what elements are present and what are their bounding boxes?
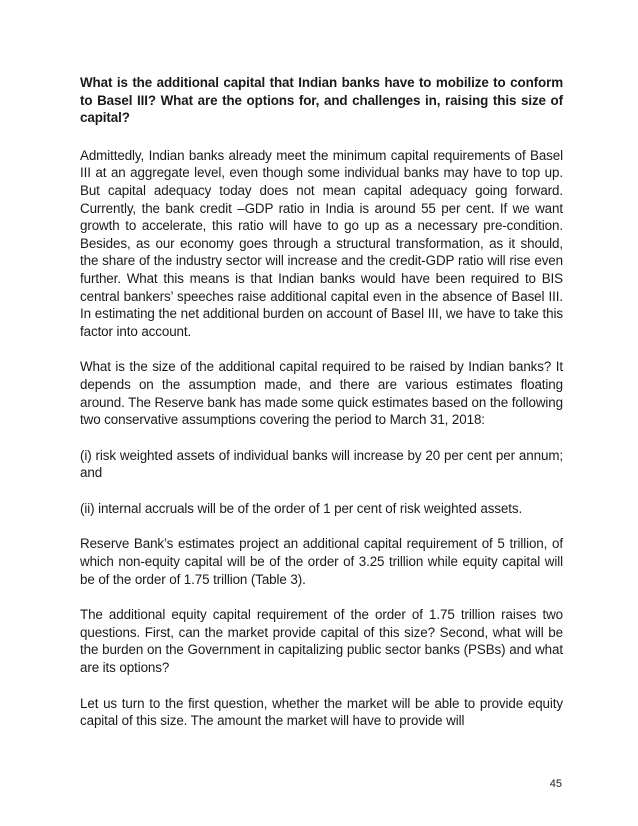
document-body bbox=[80, 74, 563, 748]
paragraph-size-of-capital: What is the size of the additional capital required to be raised by Indian banks? It depends on the assumption made, and there are various estimates floating around. The Reserve bank has made some quick estimates based on the following two conservative assumptions covering the period to March 31, 2018: bbox=[80, 359, 563, 428]
paragraph-two-questions: The additional equity capital requirement of the order of 1.75 trillion raises two questions. First, can the market provide capital of this size? Second, what will be the burden on the Government in capitalizing public sector banks (PSBs) and what are its options? bbox=[80, 607, 563, 676]
page-number: 45 bbox=[549, 778, 562, 790]
question-heading: What is the additional capital that Indian banks have to mobilize to conform to Basel III? What are the options for, and challenges in, raising this size of capital? bbox=[80, 75, 563, 126]
paragraph-estimates: Reserve Bank’s estimates project an additional capital requirement of 5 trillion, of which non-equity capital will be of the order of 3.25 trillion while equity capital will be of the order of 1.75 trillion (Table 3). bbox=[80, 536, 563, 587]
paragraph-first-question: Let us turn to the first question, whether the market will be able to provide equity capital of this size. The amount the market will have to provide will bbox=[80, 695, 563, 729]
paragraph-capital-adequacy: Admittedly, Indian banks already meet the minimum capital requirements of Basel III at an aggregate level, even though some individual banks may have to top up. But capital adequacy today does not mean capital adequacy going forward. Currently, the bank credit –GDP ratio in India is around 55 per cent. If we want growth to accelerate, this ratio will have to go up as a necessary pre-condition. Besides, as our economy goes through a structural transformation, as it should, the share of the industry sector will increase and the credit-GDP ratio will rise even further. What this means is that Indian banks would have been required to BIS central bankers’ speeches raise additional capital even in the absence of Basel III. In estimating the net additional burden on account of Basel III, we have to take this factor into account. bbox=[80, 147, 563, 339]
assumption-item-2: (ii) internal accruals will be of the order of 1 per cent of risk weighted assets. bbox=[80, 500, 523, 516]
assumption-item-1: (i) risk weighted assets of individual banks will increase by 20 per cent per annum; and bbox=[80, 447, 563, 481]
